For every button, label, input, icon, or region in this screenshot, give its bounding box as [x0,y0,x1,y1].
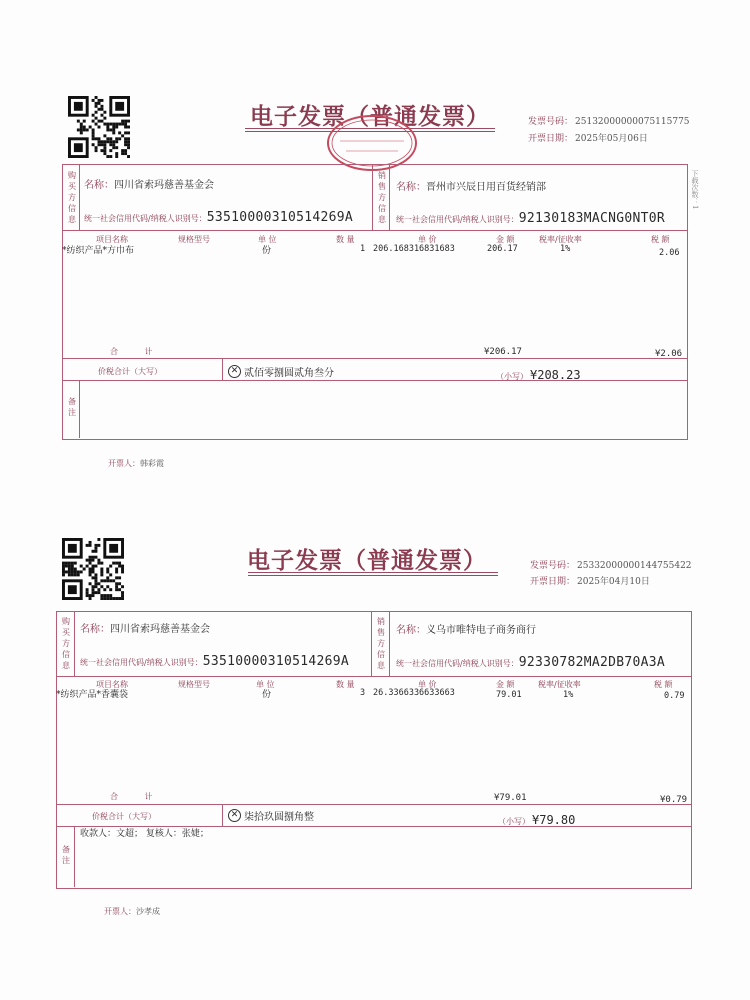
qr-code [68,96,130,158]
item-amount: 79.01 [496,690,522,700]
col-unit: 单 位 [258,235,277,244]
remarks-label-divider [74,826,75,887]
item-tax: 0.79 [664,691,685,701]
seller-label-divider [389,164,390,230]
col-spec: 规格型号 [178,235,210,244]
total-divider [56,804,691,805]
title-underline-2 [248,575,498,576]
tax-total-lower: （小写） ¥208.23 [496,368,581,382]
cross-circle-icon: ✕ [228,809,241,822]
remarks-label: 备注 [68,397,76,417]
invoice-2 [0,500,750,1000]
item-name: *纺织产品*方巾布 [62,246,135,256]
item-amount: 206.17 [487,244,518,254]
buyer-tax-id: 统一社会信用代码/纳税人识别号：53510000310514269A [80,654,349,669]
seller-name: 名称：义乌市唯特电子商务商行 [396,625,536,636]
tax-total-label: 价税合计（大写） [92,812,156,821]
item-tax: 2.06 [659,248,680,258]
total-label: 合 计 [110,347,165,356]
tax-total-upper: ✕ 贰佰零捌圆贰角叁分 [228,364,334,379]
party-divider [56,676,691,677]
invoice-date: 开票日期： 2025年05月06日 [528,134,648,144]
seller-divider [371,611,372,676]
col-rate: 税率/征收率 [539,235,582,244]
remarks-text: 收款人：文超； 复核人：张婕； [80,829,209,839]
col-item-name: 项目名称 [96,235,128,244]
col-unit: 单 位 [256,680,275,689]
total-divider [62,358,687,359]
total-amount: ¥206.17 [484,347,522,357]
seller-divider [372,164,373,230]
col-price: 单 价 [418,680,437,689]
drawer: 开票人：沙孝成 [104,907,160,916]
buyer-tax-id: 统一社会信用代码/纳税人识别号：53510000310514269A [84,210,353,225]
item-rate: 1% [560,244,571,254]
download-count: 下载次数：1 [691,170,699,210]
item-price: 206.168316831683 [373,244,455,254]
item-name: *纺织产品*香囊袋 [56,690,129,700]
total-tax: ¥0.79 [660,795,688,805]
col-qty: 数 量 [336,235,355,244]
buyer-name: 名称：四川省索玛慈善基金会 [84,180,214,191]
qr-code [62,538,124,600]
col-qty: 数 量 [336,680,355,689]
taxtotal-divider [62,380,687,381]
col-tax: 税 额 [654,680,673,689]
remarks-label-divider [79,380,80,438]
buyer-label-divider [79,164,80,230]
col-tax: 税 额 [651,235,670,244]
invoice-number: 发票号码： 25132000000075115775 [528,117,690,127]
buyer-label: 购买方信息 [62,617,70,670]
item-unit: 份 [262,690,272,700]
invoice-number: 发票号码： 25332000000144755422 [530,561,692,571]
buyer-name: 名称：四川省索玛慈善基金会 [80,624,210,635]
remarks-label: 备注 [62,845,70,865]
item-price: 26.3366336633663 [373,688,455,698]
col-item-name: 项目名称 [96,680,128,689]
taxtotal-label-divider [222,358,223,380]
item-rate: 1% [563,690,574,700]
total-tax: ¥2.06 [655,349,683,359]
col-amount: 金 额 [496,680,515,689]
col-spec: 规格型号 [178,680,210,689]
seller-label: 销售方信息 [377,617,385,670]
seller-tax-id: 统一社会信用代码/纳税人识别号：92330782MA2DB70A3A [396,655,665,670]
col-rate: 税率/征收率 [538,680,581,689]
item-unit: 份 [262,246,272,256]
col-amount: 金 额 [496,235,515,244]
item-qty: 3 [360,688,366,698]
seller-label: 销售方信息 [378,171,386,224]
item-qty: 1 [360,244,366,254]
invoice-title: 电子发票（普通发票） [250,104,490,130]
tax-total-upper: ✕ 柒拾玖圆捌角整 [228,808,314,823]
seller-tax-id: 统一社会信用代码/纳税人识别号：92130183MACNG0NT0R [396,211,665,226]
total-amount: ¥79.01 [494,793,527,803]
tax-total-label: 价税合计（大写） [98,367,162,376]
buyer-label: 购买方信息 [68,171,76,224]
cross-circle-icon: ✕ [228,365,241,378]
total-label: 合 计 [110,792,165,801]
col-price: 单 价 [418,235,437,244]
party-divider [62,230,687,231]
taxtotal-label-divider [222,804,223,826]
seller-name: 名称：晋州市兴辰日用百货经销部 [396,182,546,193]
tax-total-lower: （小写） ¥79.80 [498,813,576,827]
seller-label-divider [389,611,390,676]
title-underline [248,572,498,573]
invoice-date: 开票日期： 2025年04月10日 [530,577,650,587]
buyer-label-divider [74,611,75,676]
drawer: 开票人：韩彩霞 [108,459,164,468]
invoice-title: 电子发票（普通发票） [247,548,487,574]
